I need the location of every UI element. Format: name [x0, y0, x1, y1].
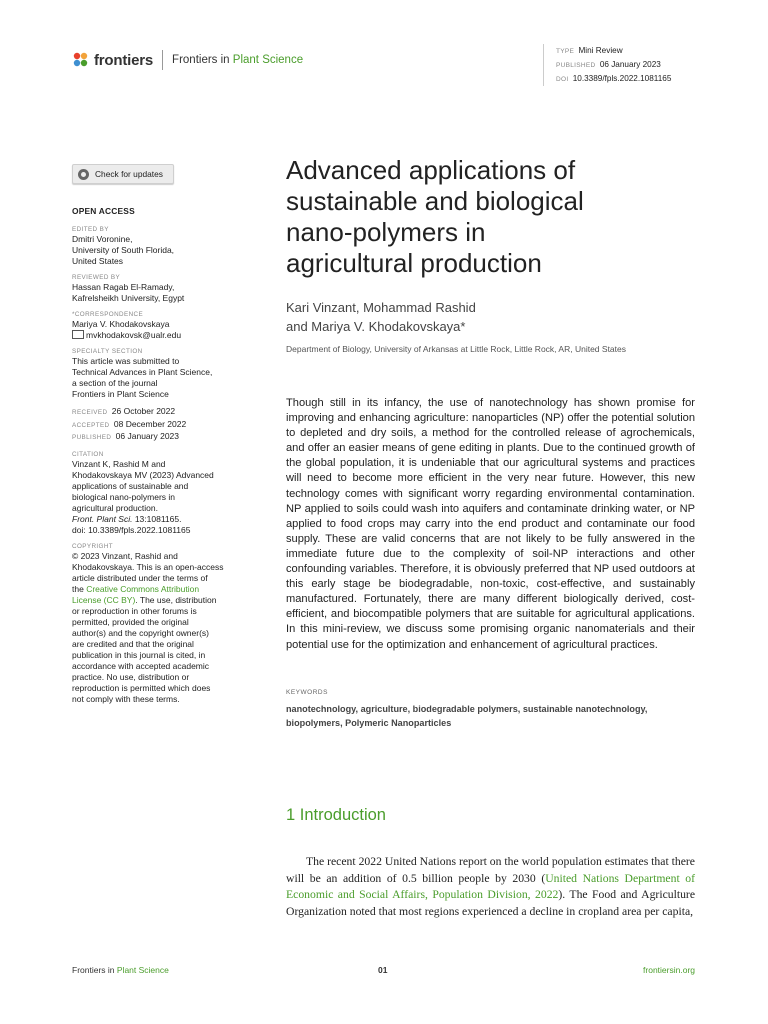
brand-name[interactable]: frontiers [94, 51, 154, 69]
reviewed-by: Hassan Ragab El-Ramady, Kafrelsheikh University, Egypt [72, 282, 185, 303]
reviewed-by-label: REVIEWED BY [72, 274, 121, 281]
date-accepted: ACCEPTED 08 December 2022 [72, 418, 187, 429]
edited-by-label: EDITED BY [72, 226, 109, 233]
sidebar [72, 206, 234, 711]
citation: Vinzant K, Rashid M and Khodakovskaya MV (2023) Advanced applications of sustainable and biological nano-polymers in agricultural production. Front. Plant Sci. 13:1081165. doi: 10.3389/fpls.2022.1081165 [72, 458, 214, 535]
journal-name[interactable]: Frontiers in Plant Science [172, 54, 304, 66]
citation-label: CITATION [72, 450, 104, 458]
dates [72, 406, 234, 444]
frontiers-logo-icon [72, 51, 90, 69]
keywords-label: KEYWORDS [286, 689, 328, 696]
correspondence [72, 319, 234, 341]
specialty-label: SPECIALTY SECTION [72, 348, 143, 355]
meta-published: PUBLISHED 06 January 2023 [556, 60, 661, 69]
article-title: Advanced applications of sustainable and biological nano-polymers in agricultural production [286, 155, 584, 278]
edited-by: Dmitri Voronine, University of South Florida, United States [72, 234, 175, 266]
date-published: PUBLISHED 06 January 2023 [72, 431, 179, 441]
date-received: RECEIVED 26 October 2022 [72, 406, 176, 416]
correspondence-name: Mariya V. Khodakovskaya [72, 319, 170, 329]
article-meta [556, 44, 671, 86]
journal-header [72, 50, 303, 70]
footer-journal[interactable]: Frontiers in Plant Science [72, 965, 169, 975]
correspondence-email-row[interactable] [72, 330, 234, 341]
meta-doi[interactable]: DOI 10.3389/fpls.2022.1081165 [556, 74, 672, 83]
check-for-updates-button[interactable] [72, 164, 174, 184]
open-access-label: OPEN ACCESS [72, 206, 135, 216]
specialty-section: This article was submitted to Technical Advances in Plant Science, a section of the journal Frontiers in Plant Science [72, 356, 213, 399]
copyright: © 2023 Vinzant, Rashid and Khodakovskaya. This is an open-access article distributed under the terms of the Creative Commons Attribution License (CC BY). The use, distribution or reproduction in other forums is permitted, provided the original author(s) and the copyright owner(s) are credited and that the original publication in this journal is cited, in accordance with accepted academic practice. No use, distribution or reproduction is permitted which does not comply with these terms. [72, 550, 224, 704]
check-for-updates-label: Check for updates [95, 169, 163, 179]
keywords: nanotechnology, agriculture, biodegradable polymers, sustainable nanotechnology, biopolymers, Polymeric Nanoparticles [286, 704, 648, 728]
copyright-label: COPYRIGHT [72, 542, 114, 550]
affiliation: Department of Biology, University of Arkansas at Little Rock, Little Rock, AR, United States [286, 344, 626, 354]
citation-doi[interactable]: doi: 10.3389/fpls.2022.1081165 [72, 524, 191, 535]
un-report-link[interactable]: United Nations Department of Economic and Social Affairs, Population Division, 2022 [286, 871, 695, 901]
update-icon [78, 169, 89, 180]
abstract: Though still in its infancy, the use of nanotechnology has shown promise for improving and enhancing agriculture: nanoparticles (NP) offer the potential solution to depleted and dry soils, a method for the controlled release of agrochemicals, and offer an easier means of gene editing in plants. Due to the continued growth of the global population, it is undeniable that our agricultural systems and practices will need to become more efficient in the very near future. However, this new technology comes with significant worry regarding environmental contamination. NP applied to soils could wash into aquifers and contaminate drinking water, or NP applied to food crops may carry into the end product and contaminate our food supply. These are valid concerns that are not likely to be fully answered in the immediate future due to the complexity of soil-NP interactions and other confounding variables. Therefore, it is obviously preferred that NP used outdoors at this early stage be biodegradable, non-toxic, cost-effective, and sustainably manufactured. Fortunately, there are many different biologically derived, cost-efficient, and biocompatible polymers that are suitable for agricultural applications. In this mini-review, we discuss some promising organic nanomaterials and their potential use for the optimization and enhancement of agricultural practices. [286, 397, 695, 651]
footer-site-link[interactable]: frontiersin.org [643, 965, 695, 975]
envelope-icon [72, 330, 84, 339]
intro-paragraph: The recent 2022 United Nations report on the world population estimates that there will be an addition of 0.5 billion people by 2030 (United Nations Department of Economic and Social Affairs, Population Division, 2022). The Food and Agriculture Organization noted that most regions experienced a decline in cropland area per capita, [286, 855, 696, 918]
authors[interactable]: Kari Vinzant, Mohammad Rashid and Mariya V. Khodakovskaya* [286, 300, 476, 334]
license-link[interactable]: Creative Commons Attribution License (CC BY) [72, 583, 200, 605]
correspondence-label: *CORRESPONDENCE [72, 311, 144, 318]
header-divider [162, 50, 163, 70]
section-heading: 1 Introduction [286, 806, 386, 824]
correspondence-email: mvkhodakovsk@ualr.edu [86, 330, 182, 340]
page-number: 01 [378, 965, 388, 975]
meta-type: TYPE Mini Review [556, 46, 623, 55]
